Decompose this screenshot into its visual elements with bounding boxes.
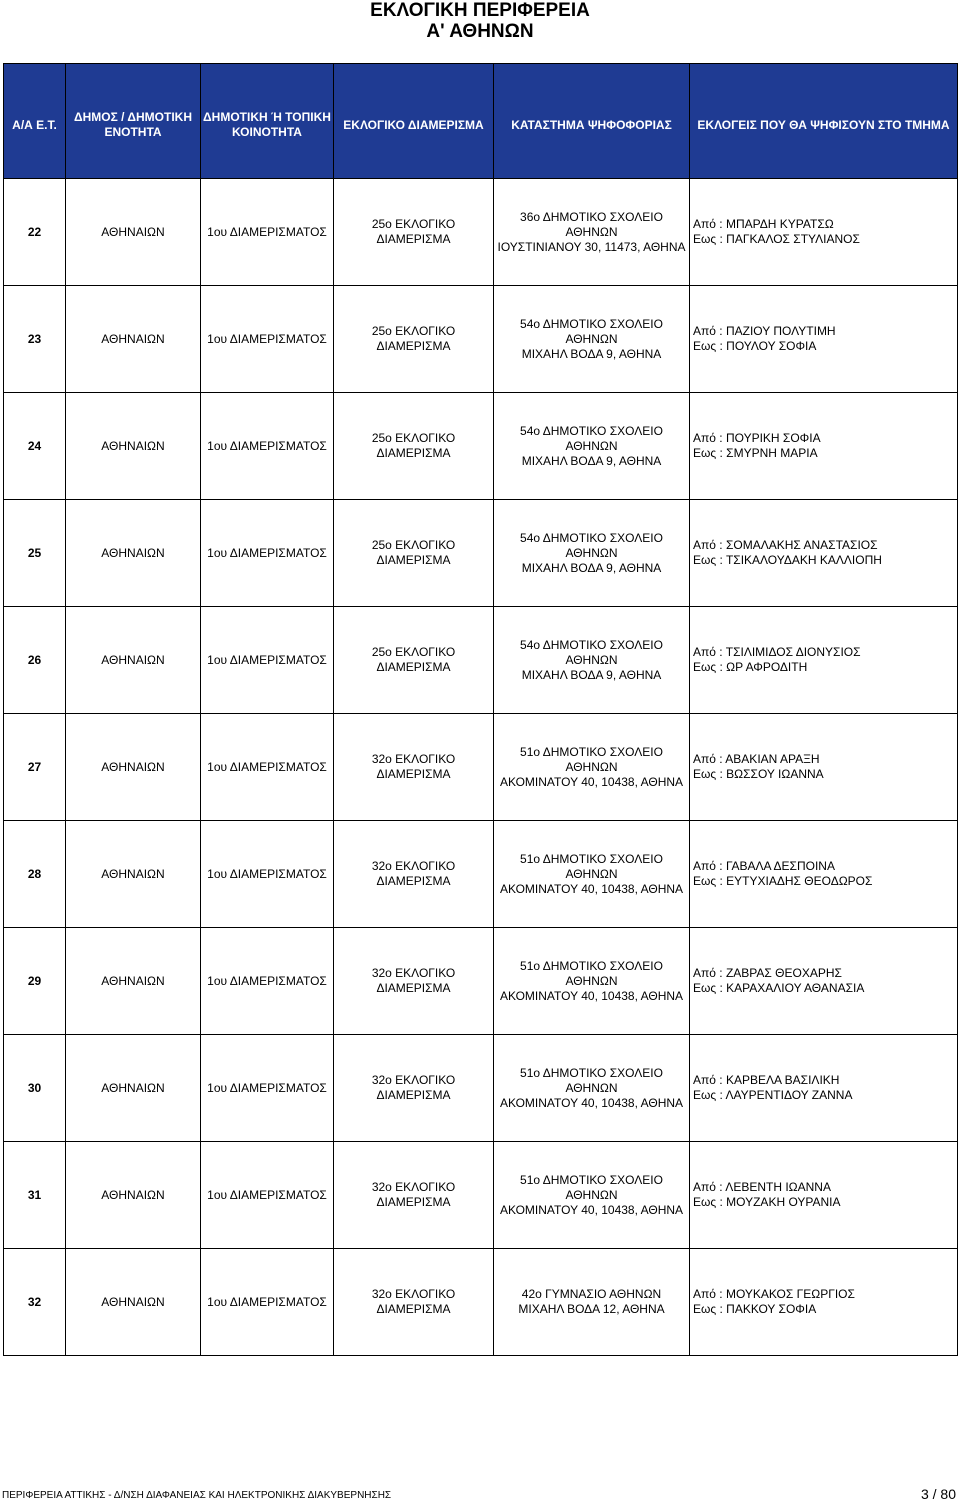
row-number [4, 607, 66, 714]
district-line1: 25ο ΕΚΛΟΓΙΚΟ [371, 217, 456, 231]
municipality-cell [66, 821, 201, 928]
district-line2: ΔΙΑΜΕΡΙΣΜΑ [376, 232, 451, 246]
community-text: 1ου ΔΙΑΜΕΡΙΣΜΑΤΟΣ [207, 331, 327, 346]
district-cell [334, 179, 494, 286]
voters-from: Από : ΣΟΜΑΛΑΚΗΣ ΑΝΑΣΤΑΣΙΟΣ [693, 538, 878, 552]
station-cell [494, 179, 690, 286]
voters-cell [690, 928, 958, 1035]
community-text: 1ου ΔΙΑΜΕΡΙΣΜΑΤΟΣ [207, 973, 327, 988]
district-line1: 25ο ΕΚΛΟΓΙΚΟ [371, 645, 456, 659]
community-text: 1ου ΔΙΑΜΕΡΙΣΜΑΤΟΣ [207, 438, 327, 453]
column-header-voters: ΕΚΛΟΓΕΙΣ ΠΟΥ ΘΑ ΨΗΦΙΣΟΥΝ ΣΤΟ ΤΜΗΜΑ [690, 64, 958, 179]
voters-from: Από : ΠΑΖΙΟΥ ΠΟΛΥΤΙΜΗ [693, 324, 836, 338]
district-line2: ΔΙΑΜΕΡΙΣΜΑ [376, 767, 451, 781]
station-line2: ΑΘΗΝΩΝ [565, 438, 618, 453]
voters-cell [690, 607, 958, 714]
station-cell [494, 821, 690, 928]
row-number [4, 714, 66, 821]
row-number-text: 22 [27, 224, 42, 239]
row-number-text: 30 [27, 1080, 42, 1095]
district-line1: 32ο ΕΚΛΟΓΙΚΟ [371, 1287, 456, 1301]
community-text: 1ου ΔΙΑΜΕΡΙΣΜΑΤΟΣ [207, 759, 327, 774]
station-line2: ΑΘΗΝΩΝ [565, 331, 618, 346]
district-cell [334, 500, 494, 607]
voters-cell [690, 500, 958, 607]
row-number [4, 286, 66, 393]
district-cell [334, 1035, 494, 1142]
municipality-text: ΑΘΗΝΑΙΩΝ [101, 1187, 165, 1202]
municipality-cell [66, 1249, 201, 1356]
community-cell [201, 928, 334, 1035]
station-line1: 51ο ΔΗΜΟΤΙΚΟ ΣΧΟΛΕΙΟ [520, 1172, 663, 1187]
station-cell [494, 1249, 690, 1356]
municipality-cell [66, 286, 201, 393]
row-number-text: 31 [27, 1187, 42, 1202]
row-number-text: 28 [27, 866, 42, 881]
voters-from: Από : ΛΕΒΕΝΤΗ ΙΩΑΝΝΑ [693, 1180, 831, 1194]
voters-from: Από : ΓΑΒΑΛΑ ΔΕΣΠΟΙΝΑ [693, 859, 835, 873]
page-subtitle: Α' ΑΘΗΝΩΝ [426, 21, 534, 42]
row-number [4, 1142, 66, 1249]
table-header-row [4, 64, 958, 179]
station-line3: ΑΚΟΜΙΝΑΤΟΥ 40, 10438, ΑΘΗΝΑ [499, 988, 684, 1003]
column-header-district: ΕΚΛΟΓΙΚΟ ΔΙΑΜΕΡΙΣΜΑ [334, 64, 494, 179]
table-body [4, 179, 958, 1356]
station-line1: 54ο ΔΗΜΟΤΙΚΟ ΣΧΟΛΕΙΟ [520, 530, 663, 545]
table-row [4, 1142, 958, 1249]
table-row [4, 1035, 958, 1142]
voters-cell [690, 1035, 958, 1142]
table-row [4, 714, 958, 821]
voters-cell [690, 179, 958, 286]
voters-to: Εως : ΒΩΣΣΟΥ ΙΩΑΝΝΑ [693, 767, 824, 781]
district-line2: ΔΙΑΜΕΡΙΣΜΑ [376, 981, 451, 995]
row-number [4, 179, 66, 286]
voters-cell [690, 714, 958, 821]
voters-from: Από : ΜΠΑΡΔΗ ΚΥΡΑΤΣΩ [693, 217, 834, 231]
voters-cell [690, 1142, 958, 1249]
municipality-cell [66, 607, 201, 714]
community-text: 1ου ΔΙΑΜΕΡΙΣΜΑΤΟΣ [207, 1294, 327, 1309]
voters-to: Εως : ΚΑΡΑΧΑΛΙΟΥ ΑΘΑΝΑΣΙΑ [693, 981, 865, 995]
station-line2: ΑΘΗΝΩΝ [565, 1080, 618, 1095]
district-line1: 32ο ΕΚΛΟΓΙΚΟ [371, 752, 456, 766]
table-row [4, 1249, 958, 1356]
district-line1: 25ο ΕΚΛΟΓΙΚΟ [371, 324, 456, 338]
row-number-text: 23 [27, 331, 42, 346]
municipality-text: ΑΘΗΝΑΙΩΝ [101, 1294, 165, 1309]
voters-from: Από : ΜΟΥΚΑΚΟΣ ΓΕΩΡΓΙΟΣ [693, 1287, 855, 1301]
station-line1: 51ο ΔΗΜΟΤΙΚΟ ΣΧΟΛΕΙΟ [520, 744, 663, 759]
voters-cell [690, 286, 958, 393]
community-cell [201, 1249, 334, 1356]
station-cell [494, 393, 690, 500]
municipality-cell [66, 714, 201, 821]
district-cell [334, 1142, 494, 1249]
community-text: 1ου ΔΙΑΜΕΡΙΣΜΑΤΟΣ [207, 545, 327, 560]
page-title: ΕΚΛΟΓΙΚΗ ΠΕΡΙΦΕΡΕΙΑ [370, 0, 590, 21]
district-cell [334, 821, 494, 928]
page-number: 3 / 80 [920, 1486, 956, 1502]
municipality-cell [66, 928, 201, 1035]
row-number-text: 27 [27, 759, 42, 774]
station-line1: 51ο ΔΗΜΟΤΙΚΟ ΣΧΟΛΕΙΟ [520, 851, 663, 866]
voters-from: Από : ΤΣΙΛΙΜΙΔΟΣ ΔΙΟΝΥΣΙΟΣ [693, 645, 861, 659]
station-line1: 54ο ΔΗΜΟΤΙΚΟ ΣΧΟΛΕΙΟ [520, 316, 663, 331]
voters-to: Εως : ΜΟΥΖΑΚΗ ΟΥΡΑΝΙΑ [693, 1195, 841, 1209]
district-line2: ΔΙΑΜΕΡΙΣΜΑ [376, 1302, 451, 1316]
station-line3: ΑΚΟΜΙΝΑΤΟΥ 40, 10438, ΑΘΗΝΑ [499, 881, 684, 896]
table-row [4, 928, 958, 1035]
district-line1: 32ο ΕΚΛΟΓΙΚΟ [371, 859, 456, 873]
community-cell [201, 393, 334, 500]
table-row [4, 286, 958, 393]
district-line1: 32ο ΕΚΛΟΓΙΚΟ [371, 966, 456, 980]
voters-from: Από : ΖΑΒΡΑΣ ΘΕΟΧΑΡΗΣ [693, 966, 842, 980]
station-cell [494, 500, 690, 607]
district-line1: 25ο ΕΚΛΟΓΙΚΟ [371, 538, 456, 552]
district-line1: 32ο ΕΚΛΟΓΙΚΟ [371, 1073, 456, 1087]
community-cell [201, 1142, 334, 1249]
station-line3: ΑΚΟΜΙΝΑΤΟΥ 40, 10438, ΑΘΗΝΑ [499, 1202, 684, 1217]
polling-stations-table [3, 63, 958, 1356]
row-number [4, 821, 66, 928]
voters-to: Εως : ΠΑΚΚΟΥ ΣΟΦΙΑ [693, 1302, 817, 1316]
voters-to: Εως : ΤΣΙΚΑΛΟΥΔΑΚΗ ΚΑΛΛΙΟΠΗ [693, 553, 882, 567]
station-line2: ΑΘΗΝΩΝ [565, 652, 618, 667]
station-line1: 36ο ΔΗΜΟΤΙΚΟ ΣΧΟΛΕΙΟ [520, 209, 663, 224]
voters-to: Εως : ΛΑΥΡΕΝΤΙΔΟΥ ΖΑΝΝΑ [693, 1088, 853, 1102]
voters-cell [690, 1249, 958, 1356]
district-line1: 32ο ΕΚΛΟΓΙΚΟ [371, 1180, 456, 1194]
station-line2: ΑΘΗΝΩΝ [565, 973, 618, 988]
district-line2: ΔΙΑΜΕΡΙΣΜΑ [376, 1195, 451, 1209]
community-text: 1ου ΔΙΑΜΕΡΙΣΜΑΤΟΣ [207, 224, 327, 239]
row-number-text: 29 [27, 973, 42, 988]
district-cell [334, 607, 494, 714]
table-row [4, 393, 958, 500]
community-text: 1ου ΔΙΑΜΕΡΙΣΜΑΤΟΣ [207, 1080, 327, 1095]
district-cell [334, 928, 494, 1035]
station-line1: 54ο ΔΗΜΟΤΙΚΟ ΣΧΟΛΕΙΟ [520, 637, 663, 652]
station-line3: ΑΚΟΜΙΝΑΤΟΥ 40, 10438, ΑΘΗΝΑ [499, 774, 684, 789]
voters-to: Εως : ΠΟΥΛΟΥ ΣΟΦΙΑ [693, 339, 817, 353]
district-line2: ΔΙΑΜΕΡΙΣΜΑ [376, 339, 451, 353]
voters-to: Εως : ΕΥΤΥΧΙΑΔΗΣ ΘΕΟΔΩΡΟΣ [693, 874, 873, 888]
station-line2: ΜΙΧΑΗΛ ΒΟΔΑ 12, ΑΘΗΝΑ [518, 1302, 665, 1316]
community-text: 1ου ΔΙΑΜΕΡΙΣΜΑΤΟΣ [207, 652, 327, 667]
municipality-text: ΑΘΗΝΑΙΩΝ [101, 866, 165, 881]
station-line3: ΜΙΧΑΗΛ ΒΟΔΑ 9, ΑΘΗΝΑ [521, 346, 662, 361]
community-text: 1ου ΔΙΑΜΕΡΙΣΜΑΤΟΣ [207, 866, 327, 881]
station-line3: ΜΙΧΑΗΛ ΒΟΔΑ 9, ΑΘΗΝΑ [521, 667, 662, 682]
voters-cell [690, 821, 958, 928]
column-header-municipality: ΔΗΜΟΣ / ΔΗΜΟΤΙΚΗ ΕΝΟΤΗΤΑ [66, 64, 201, 179]
station-cell [494, 286, 690, 393]
column-header-station: ΚΑΤΑΣΤΗΜΑ ΨΗΦΟΦΟΡΙΑΣ [494, 64, 690, 179]
district-line2: ΔΙΑΜΕΡΙΣΜΑ [376, 1088, 451, 1102]
station-cell [494, 714, 690, 821]
district-cell [334, 714, 494, 821]
municipality-text: ΑΘΗΝΑΙΩΝ [101, 1080, 165, 1095]
voters-from: Από : ΑΒΑΚΙΑΝ ΑΡΑΞΗ [693, 752, 820, 766]
district-cell [334, 286, 494, 393]
row-number-text: 25 [27, 545, 42, 560]
community-cell [201, 821, 334, 928]
district-cell [334, 393, 494, 500]
station-line3: ΜΙΧΑΗΛ ΒΟΔΑ 9, ΑΘΗΝΑ [521, 560, 662, 575]
row-number [4, 1035, 66, 1142]
station-cell [494, 1142, 690, 1249]
row-number-text: 32 [27, 1294, 42, 1309]
station-cell [494, 607, 690, 714]
municipality-cell [66, 1142, 201, 1249]
community-cell [201, 607, 334, 714]
voters-to: Εως : ΠΑΓΚΑΛΟΣ ΣΤΥΛΙΑΝΟΣ [693, 232, 860, 246]
municipality-text: ΑΘΗΝΑΙΩΝ [101, 759, 165, 774]
municipality-text: ΑΘΗΝΑΙΩΝ [101, 545, 165, 560]
row-number [4, 500, 66, 607]
voters-from: Από : ΠΟΥΡΙΚΗ ΣΟΦΙΑ [693, 431, 821, 445]
row-number [4, 393, 66, 500]
station-line2: ΑΘΗΝΩΝ [565, 1187, 618, 1202]
district-line2: ΔΙΑΜΕΡΙΣΜΑ [376, 446, 451, 460]
municipality-cell [66, 179, 201, 286]
community-cell [201, 1035, 334, 1142]
station-cell [494, 928, 690, 1035]
table-row [4, 179, 958, 286]
station-cell [494, 1035, 690, 1142]
station-line3: ΑΚΟΜΙΝΑΤΟΥ 40, 10438, ΑΘΗΝΑ [499, 1095, 684, 1110]
municipality-text: ΑΘΗΝΑΙΩΝ [101, 652, 165, 667]
voters-to: Εως : ΩΡ ΑΦΡΟΔΙΤΗ [693, 660, 808, 674]
table-row [4, 607, 958, 714]
footer-organization: ΠΕΡΙΦΕΡΕΙΑ ΑΤΤΙΚΗΣ - Δ/ΝΣΗ ΔΙΑΦΑΝΕΙΑΣ ΚΑΙ ΗΛΕΚΤΡΟΝΙΚΗΣ ΔΙΑΚΥΒΕΡΝΗΣΗΣ [2, 1490, 392, 1501]
voters-from: Από : ΚΑΡΒΕΛΑ ΒΑΣΙΛΙΚΗ [693, 1073, 840, 1087]
municipality-cell [66, 393, 201, 500]
station-line3: ΙΟΥΣΤΙΝΙΑΝΟΥ 30, 11473, ΑΘΗΝΑ [497, 239, 686, 254]
table-row [4, 821, 958, 928]
voters-cell [690, 393, 958, 500]
row-number [4, 1249, 66, 1356]
row-number-text: 24 [27, 438, 42, 453]
station-line2: ΑΘΗΝΩΝ [565, 545, 618, 560]
district-line2: ΔΙΑΜΕΡΙΣΜΑ [376, 553, 451, 567]
station-line2: ΑΘΗΝΩΝ [565, 224, 618, 239]
column-header-aa: Α/Α Ε.Τ. [4, 64, 66, 179]
district-line1: 25ο ΕΚΛΟΓΙΚΟ [371, 431, 456, 445]
station-line1: 51ο ΔΗΜΟΤΙΚΟ ΣΧΟΛΕΙΟ [520, 1065, 663, 1080]
column-header-community: ΔΗΜΟΤΙΚΗ Ή ΤΟΠΙΚΗ ΚΟΙΝΟΤΗΤΑ [201, 64, 334, 179]
municipality-cell [66, 500, 201, 607]
municipality-cell [66, 1035, 201, 1142]
station-line1: 54ο ΔΗΜΟΤΙΚΟ ΣΧΟΛΕΙΟ [520, 423, 663, 438]
station-line1: 51ο ΔΗΜΟΤΙΚΟ ΣΧΟΛΕΙΟ [520, 958, 663, 973]
row-number-text: 26 [27, 652, 42, 667]
municipality-text: ΑΘΗΝΑΙΩΝ [101, 438, 165, 453]
station-line2: ΑΘΗΝΩΝ [565, 759, 618, 774]
municipality-text: ΑΘΗΝΑΙΩΝ [101, 224, 165, 239]
district-cell [334, 1249, 494, 1356]
row-number [4, 928, 66, 1035]
community-cell [201, 714, 334, 821]
voters-to: Εως : ΣΜΥΡΝΗ ΜΑΡΙΑ [693, 446, 818, 460]
community-cell [201, 179, 334, 286]
station-line1: 42ο ΓΥΜΝΑΣΙΟ ΑΘΗΝΩΝ [521, 1287, 662, 1301]
table-row [4, 500, 958, 607]
station-line3: ΜΙΧΑΗΛ ΒΟΔΑ 9, ΑΘΗΝΑ [521, 453, 662, 468]
district-line2: ΔΙΑΜΕΡΙΣΜΑ [376, 874, 451, 888]
municipality-text: ΑΘΗΝΑΙΩΝ [101, 973, 165, 988]
district-line2: ΔΙΑΜΕΡΙΣΜΑ [376, 660, 451, 674]
community-text: 1ου ΔΙΑΜΕΡΙΣΜΑΤΟΣ [207, 1187, 327, 1202]
municipality-text: ΑΘΗΝΑΙΩΝ [101, 331, 165, 346]
community-cell [201, 286, 334, 393]
community-cell [201, 500, 334, 607]
station-line2: ΑΘΗΝΩΝ [565, 866, 618, 881]
